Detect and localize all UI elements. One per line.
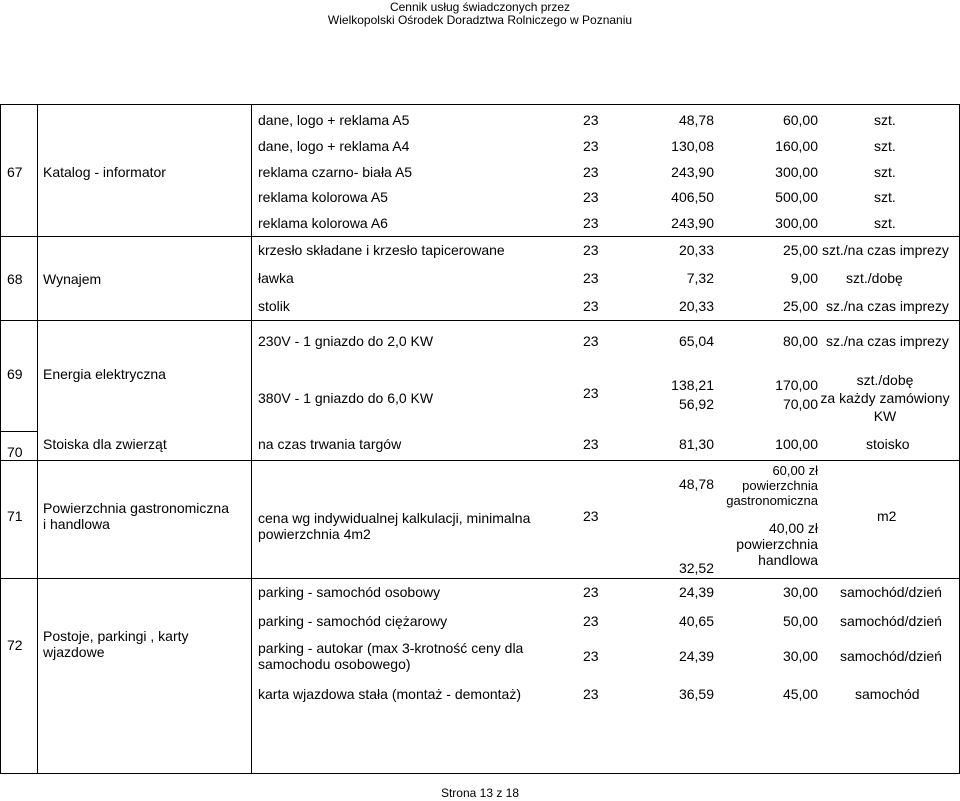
vat-value: 23 (583, 112, 599, 128)
unit: samochód/dzień (840, 613, 942, 629)
item-desc: parking - samochód osobowy (258, 584, 441, 600)
net-price: 138,21 (671, 377, 714, 393)
gross-price-note: gastronomiczna (726, 493, 818, 508)
row-divider (0, 104, 960, 105)
net-price: 36,59 (678, 686, 714, 702)
vat-value: 23 (583, 189, 599, 205)
row-number: 70 (7, 444, 23, 460)
vat-value: 23 (583, 508, 599, 524)
row-number: 71 (7, 508, 23, 524)
net-price: 20,33 (678, 298, 714, 314)
item-desc: ławka (258, 270, 294, 286)
document-title: Cennik usług świadczonych przez (389, 0, 571, 14)
gross-price: 45,00 (782, 686, 818, 702)
item-desc: reklama czarno- biała A5 (258, 164, 413, 180)
vat-value: 23 (583, 298, 599, 314)
vat-value: 23 (583, 164, 599, 180)
gross-price: 25,00 (782, 242, 818, 258)
net-price: 20,33 (678, 242, 714, 258)
vat-value: 23 (583, 385, 599, 401)
item-desc: reklama kolorowa A6 (258, 215, 388, 231)
net-price: 24,39 (678, 584, 714, 600)
gross-price: 100,00 (775, 436, 818, 452)
vat-value: 23 (583, 333, 599, 349)
gross-price: 25,00 (782, 298, 818, 314)
vat-value: 23 (583, 648, 599, 664)
gross-price: 170,00 (775, 377, 818, 393)
gross-price: 500,00 (775, 189, 818, 205)
unit: szt./na czas imprezy (822, 242, 949, 258)
unit: szt. (874, 215, 896, 231)
unit: m2 (877, 508, 897, 524)
unit: szt. (874, 112, 896, 128)
net-price: 65,04 (678, 333, 714, 349)
net-price: 56,92 (678, 396, 714, 412)
row-number: 68 (7, 271, 23, 287)
gross-price: 80,00 (782, 333, 818, 349)
vat-value: 23 (583, 242, 599, 258)
item-desc: samochodu osobowego) (258, 656, 411, 672)
unit: szt./dobę (846, 270, 903, 286)
column-divider (251, 104, 252, 773)
gross-price: 300,00 (775, 215, 818, 231)
vat-value: 23 (583, 584, 599, 600)
unit: szt. (874, 138, 896, 154)
unit: sz./na czas imprezy (826, 333, 949, 349)
gross-price: 30,00 (782, 584, 818, 600)
vat-value: 23 (583, 215, 599, 231)
category-label: i handlowa (43, 516, 110, 532)
page-number: Strona 13 z 18 (440, 786, 520, 800)
gross-price-note: handlowa (758, 552, 818, 568)
row-divider (0, 460, 960, 461)
category-label: Powierzchnia gastronomiczna (43, 500, 229, 516)
item-desc: dane, logo + reklama A4 (258, 138, 410, 154)
item-desc: reklama kolorowa A5 (258, 189, 388, 205)
vat-value: 23 (583, 436, 599, 452)
category-label: wjazdowe (43, 644, 105, 660)
item-desc: karta wjazdowa stała (montaż - demontaż) (258, 686, 521, 702)
row-divider (0, 773, 960, 774)
unit: samochód (855, 686, 920, 702)
gross-price: 60,00 (782, 112, 818, 128)
gross-price-note: powierzchnia (736, 536, 818, 552)
row-divider (0, 578, 960, 579)
vat-value: 23 (583, 686, 599, 702)
item-desc: 230V - 1 gniazdo do 2,0 KW (258, 333, 434, 349)
row-divider (0, 431, 37, 432)
unit: samochód/dzień (840, 584, 942, 600)
item-desc: parking - autokar (max 3-krotność ceny dla (258, 640, 524, 656)
column-divider (0, 104, 1, 773)
gross-price: 30,00 (782, 648, 818, 664)
category-label: Stoiska dla zwierząt (43, 436, 167, 452)
category-label: Wynajem (43, 271, 102, 287)
row-divider (0, 236, 960, 237)
document-subtitle: Wielkopolski Ośrodek Doradztwa Rolniczego w Poznaniu (327, 13, 633, 27)
vat-value: 23 (583, 270, 599, 286)
unit: szt. (874, 164, 896, 180)
unit: samochód/dzień (840, 648, 942, 664)
net-price: 48,78 (678, 112, 714, 128)
net-price: 81,30 (678, 436, 714, 452)
net-price: 130,08 (671, 138, 714, 154)
unit: za każdy zamówiony (820, 390, 950, 406)
gross-price: 9,00 (790, 270, 818, 286)
gross-price-note: powierzchnia (742, 478, 818, 493)
unit: KW (873, 408, 897, 424)
net-price: 40,65 (678, 613, 714, 629)
item-desc: powierzchnia 4m2 (258, 526, 371, 542)
unit: szt. (874, 189, 896, 205)
item-desc: stolik (258, 298, 290, 314)
unit: szt./dobę (856, 372, 914, 388)
item-desc: parking - samochód ciężarowy (258, 613, 448, 629)
item-desc: 380V - 1 gniazdo do 6,0 KW (258, 390, 434, 406)
net-price: 24,39 (678, 648, 714, 664)
vat-value: 23 (583, 613, 599, 629)
gross-price: 50,00 (782, 613, 818, 629)
net-price: 243,90 (671, 164, 714, 180)
vat-value: 23 (583, 138, 599, 154)
row-divider (0, 320, 960, 321)
net-price: 243,90 (671, 215, 714, 231)
item-desc: cena wg indywidualnej kalkulacji, minimalna (258, 510, 531, 526)
gross-price: 300,00 (775, 164, 818, 180)
item-desc: na czas trwania targów (258, 436, 402, 452)
row-number: 69 (7, 366, 23, 382)
net-price: 406,50 (671, 189, 714, 205)
category-label: Katalog - informator (43, 164, 166, 180)
row-number: 67 (7, 164, 23, 180)
net-price: 48,78 (678, 476, 714, 492)
category-label: Postoje, parkingi , karty (43, 628, 189, 644)
row-number: 72 (7, 637, 23, 653)
net-price: 32,52 (678, 560, 714, 576)
category-label: Energia elektryczna (43, 366, 166, 382)
item-desc: dane, logo + reklama A5 (258, 112, 410, 128)
column-divider (37, 104, 38, 773)
item-desc: krzesło składane i krzesło tapicerowane (258, 242, 505, 258)
unit: sz./na czas imprezy (826, 298, 949, 314)
gross-price: 40,00 zł (768, 520, 818, 536)
gross-price: 160,00 (775, 138, 818, 154)
unit: stoisko (866, 436, 910, 452)
gross-price: 60,00 zł (772, 463, 818, 478)
net-price: 7,32 (686, 270, 714, 286)
gross-price: 70,00 (782, 396, 818, 412)
